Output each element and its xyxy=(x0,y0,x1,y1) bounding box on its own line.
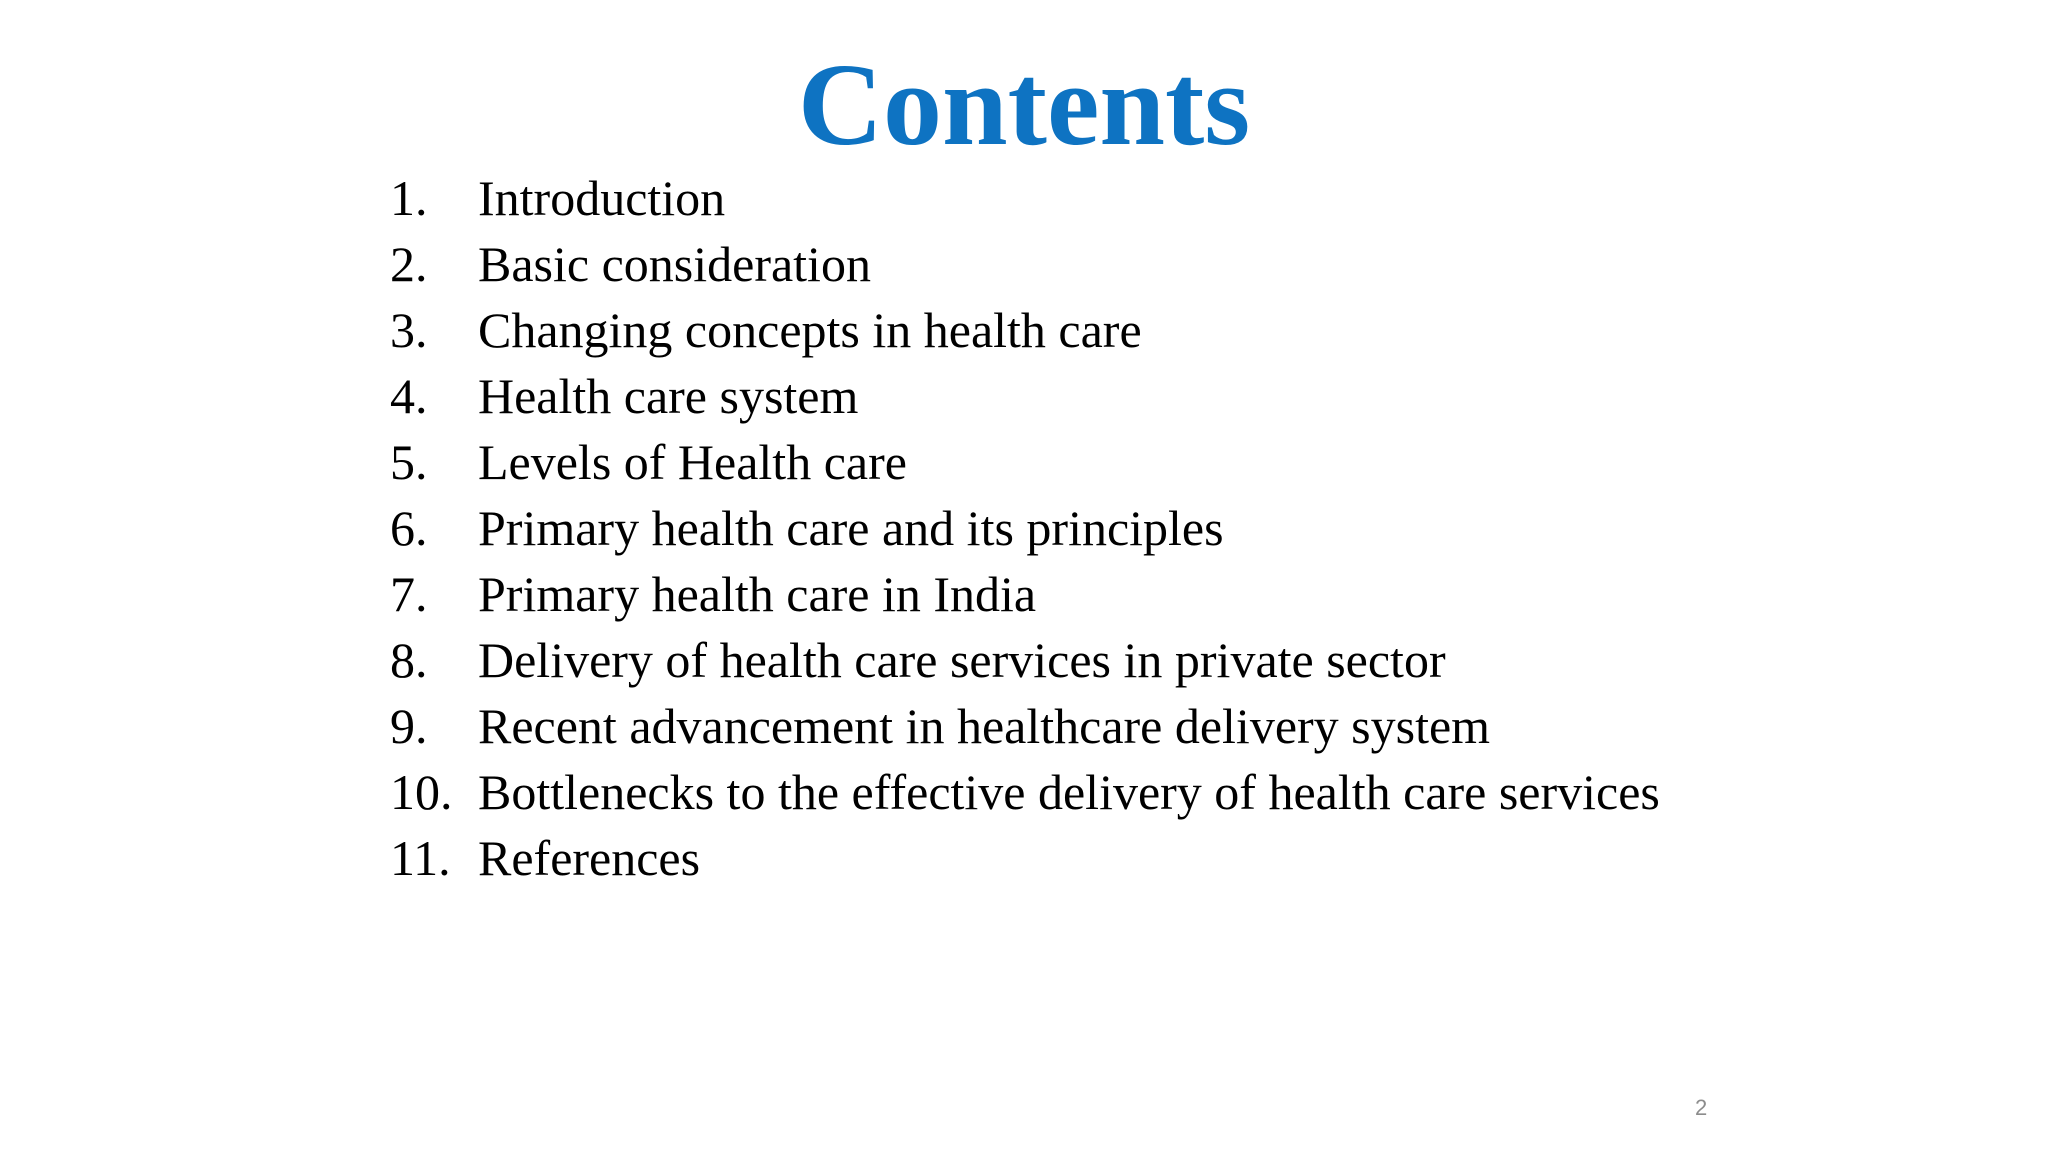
contents-list xyxy=(390,171,1690,897)
list-item-text: Primary health care in India xyxy=(478,566,1037,622)
list-item-text: Levels of Health care xyxy=(478,434,907,490)
list-item-text: Introduction xyxy=(478,170,726,226)
list-item-number: 10. xyxy=(390,764,453,820)
list-item-text: Primary health care and its principles xyxy=(478,500,1224,556)
list-item-number: 2. xyxy=(390,236,428,292)
list-item-number: 11. xyxy=(390,830,451,886)
list-item xyxy=(390,633,1690,688)
list-item xyxy=(390,765,1690,820)
list-item-text: References xyxy=(478,830,701,886)
list-item xyxy=(390,435,1690,490)
list-item-number: 3. xyxy=(390,302,428,358)
page-number: 2 xyxy=(1695,1095,1708,1120)
list-item xyxy=(390,567,1690,622)
list-item-text: Recent advancement in healthcare delivery system xyxy=(478,698,1491,754)
list-item-text: Changing concepts in health care xyxy=(478,302,1142,358)
slide-title: Contents xyxy=(797,39,1251,170)
list-item-number: 8. xyxy=(390,632,428,688)
list-item-number: 7. xyxy=(390,566,428,622)
list-item-text: Delivery of health care services in private sector xyxy=(478,632,1446,688)
list-item xyxy=(390,303,1690,358)
list-item xyxy=(390,831,1690,886)
list-item-number: 1. xyxy=(390,170,428,226)
list-item-text: Bottlenecks to the effective delivery of health care services xyxy=(478,764,1660,820)
list-item-text: Health care system xyxy=(478,368,859,424)
list-item-text: Basic consideration xyxy=(478,236,871,292)
list-item-number: 6. xyxy=(390,500,428,556)
list-item xyxy=(390,501,1690,556)
list-item xyxy=(390,699,1690,754)
list-item xyxy=(390,237,1690,292)
list-item-number: 4. xyxy=(390,368,428,424)
list-item-number: 9. xyxy=(390,698,428,754)
list-item-number: 5. xyxy=(390,434,428,490)
list-item xyxy=(390,369,1690,424)
list-item xyxy=(390,171,1690,226)
